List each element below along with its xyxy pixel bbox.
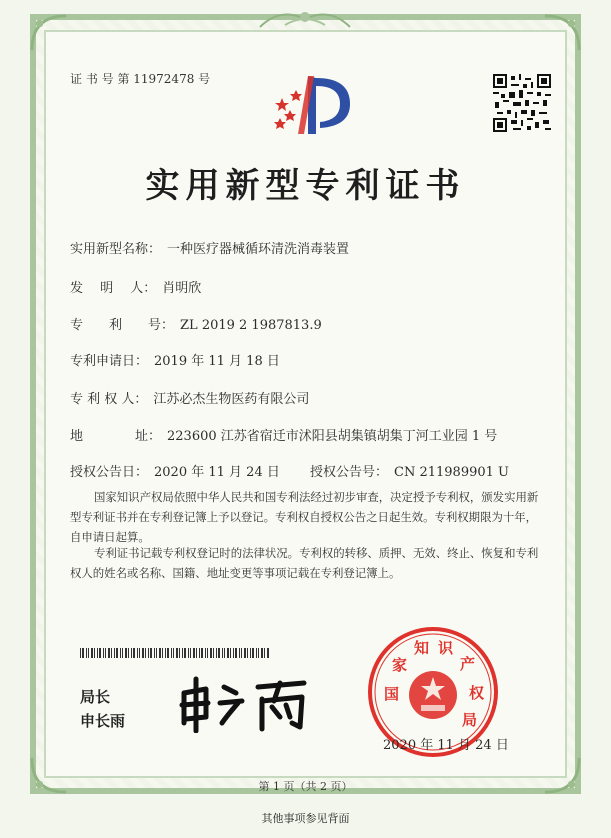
patent-number-value: ZL 2019 2 1987813.9 (180, 318, 322, 333)
patentee-label: 专 利 权 人： (70, 392, 148, 407)
patent-number-label: 专 利 号： (70, 318, 175, 333)
utility-name-label: 实用新型名称： (70, 242, 162, 257)
top-ornament-icon (255, 5, 355, 33)
signature-icon (176, 673, 316, 733)
patentee-value: 江苏必杰生物医药有限公司 (153, 392, 310, 407)
inventor-value: 肖明欣 (162, 281, 202, 296)
grant-date-row (70, 461, 280, 480)
svg-text:产: 产 (460, 655, 476, 673)
grant-date-value: 2020 年 11 月 24 日 (154, 465, 280, 480)
filing-date-row (70, 350, 280, 369)
address-label: 地 址： (70, 429, 162, 444)
inventor-row (70, 277, 201, 296)
utility-name-value: 一种医疗器械循环清洗消毒装置 (167, 242, 350, 257)
qr-code-icon (493, 74, 551, 132)
svg-text:权: 权 (469, 684, 485, 702)
corner-ornament-icon (543, 14, 581, 52)
barcode-icon (80, 643, 270, 653)
grant-date-label: 授权公告日： (70, 465, 149, 480)
grant-number-label: 授权公告号： (310, 465, 389, 480)
address-row (70, 425, 497, 444)
patent-number-row (70, 314, 322, 333)
legal-paragraph-2: 专利证书记载专利权登记时的法律状况。专利权的转移、质押、无效、终止、恢复和专利权人的姓名或名称、国籍、地址变更等事项记载在专利登记簿上。 (70, 546, 539, 580)
address-value: 223600 江苏省宿迁市沭阳县胡集镇胡集丁河工业园 1 号 (167, 429, 498, 444)
filing-date-label: 专利申请日： (70, 354, 149, 369)
svg-text:识: 识 (438, 639, 454, 657)
svg-text:知: 知 (414, 639, 430, 657)
inventor-label: 发 明 人： (70, 281, 157, 296)
seal-date: 2020 年 11 月 24 日 (383, 738, 509, 753)
svg-text:家: 家 (392, 656, 408, 674)
patentee-row (70, 388, 309, 407)
svg-text:国: 国 (384, 685, 400, 703)
certificate-number: 证 书 号 第 11972478 号 (70, 72, 211, 86)
svg-text:局: 局 (462, 711, 478, 729)
director-title: 局长 (80, 688, 111, 706)
footer-note: 其他事项参见背面 (261, 812, 350, 825)
cnipa-logo-icon (268, 68, 360, 138)
certificate-title: 实用新型专利证书 (145, 166, 466, 206)
director-name: 申长雨 (80, 712, 126, 730)
page-number: 第 1 页（共 2 页） (258, 780, 353, 793)
grant-number-value: CN 211989901 U (394, 465, 509, 480)
utility-name-row (70, 238, 349, 257)
filing-date-value: 2019 年 11 月 18 日 (154, 354, 280, 369)
legal-paragraph-1: 国家知识产权局依照中华人民共和国专利法经过初步审查，决定授予专利权，颁发实用新型专利证书并在专利登记簿上予以登记。专利权自授权公告之日起生效。专利权期限为十年，自申请日起算。 (70, 490, 539, 544)
corner-ornament-icon (30, 14, 68, 52)
grant-number-row (310, 461, 509, 480)
